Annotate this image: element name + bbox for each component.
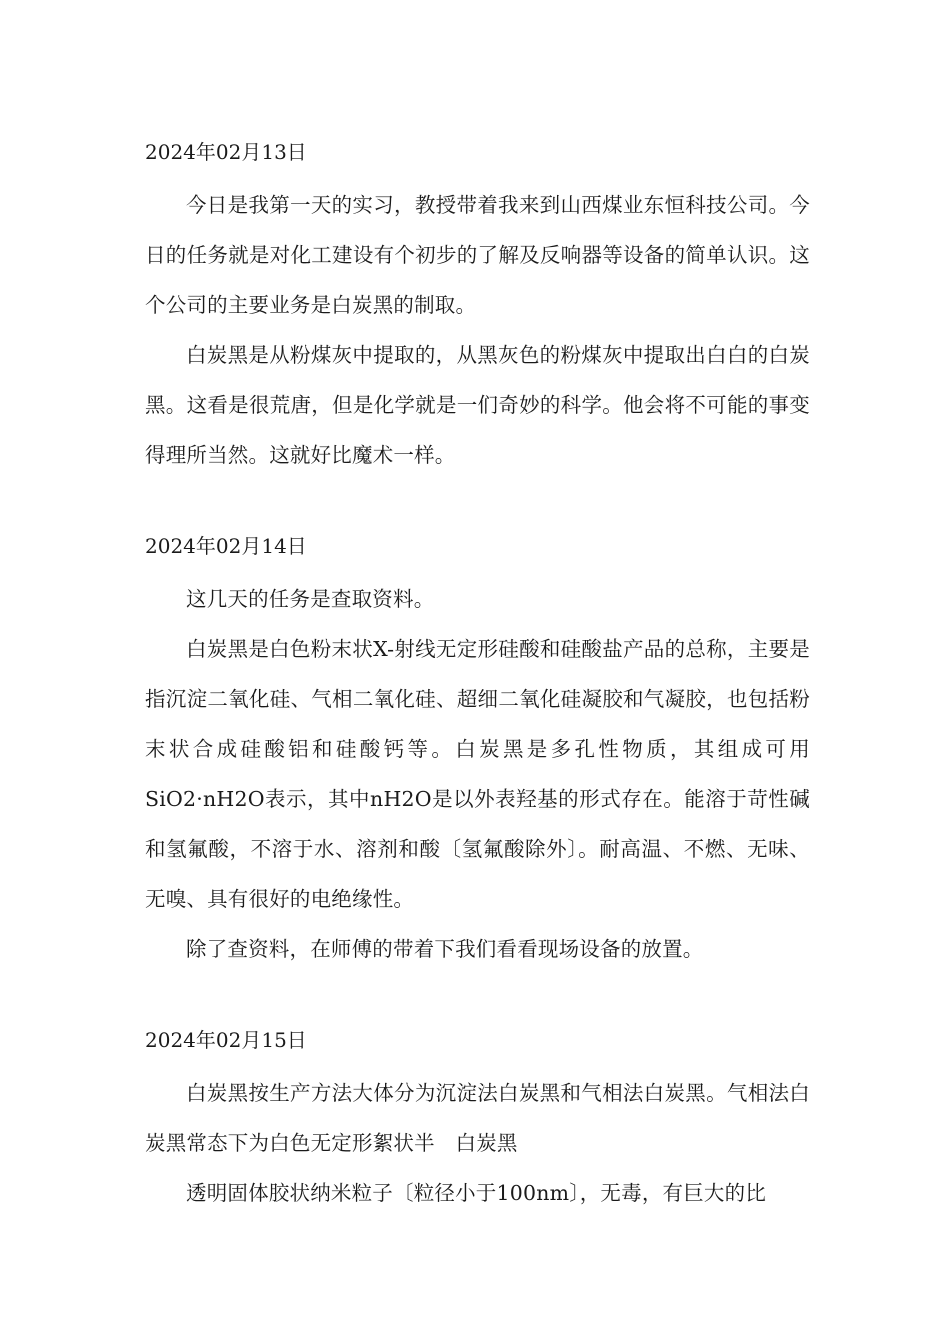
entry-date: 2024年02月15日: [145, 1028, 307, 1052]
entry-paragraph: 今日是我第一天的实习，教授带着我来到山西煤业东恒科技公司。今日的任务就是对化工建设有个初步的了解及反响器等设备的简单认识。这个公司的主要业务是白炭黑的制取。: [145, 193, 810, 317]
diary-entry: [145, 130, 810, 480]
diary-entry: [145, 1018, 810, 1218]
entry-date: 2024年02月13日: [145, 140, 307, 164]
entry-paragraph: 白炭黑是从粉煤灰中提取的，从黑灰色的粉煤灰中提取出白白的白炭黑。这看是很荒唐，但是化学就是一们奇妙的科学。他会将不可能的事变得理所当然。这就好比魔术一样。: [145, 343, 810, 467]
entry-paragraph: 白炭黑按生产方法大体分为沉淀法白炭黑和气相法白炭黑。气相法白炭黑常态下为白色无定形絮状半 白炭黑: [145, 1081, 810, 1155]
entry-paragraph: 透明固体胶状纳米粒子〔粒径小于100nm〕，无毒，有巨大的比: [186, 1181, 767, 1205]
entry-paragraph: 除了查资料，在师傅的带着下我们看看现场设备的放置。: [186, 937, 704, 961]
entry-date: 2024年02月14日: [145, 534, 307, 558]
entry-paragraph: 白炭黑是白色粉末状X-射线无定形硅酸和硅酸盐产品的总称，主要是指沉淀二氧化硅、气相二氧化硅、超细二氧化硅凝胶和气凝胶，也包括粉末状合成硅酸铝和硅酸钙等。白炭黑是多孔性物质，其组成可用SiO2·nH2O表示，其中nH2O是以外表羟基的形式存在。能溶于苛性碱和氢氟酸，不溶于水、溶剂和酸〔氢氟酸除外〕。耐高温、不燃、无味、无嗅、具有很好的电绝缘性。: [145, 637, 810, 911]
entry-paragraph: 这几天的任务是查取资料。: [186, 587, 435, 611]
diary-entry: [145, 524, 810, 974]
document-body: [145, 130, 810, 1262]
